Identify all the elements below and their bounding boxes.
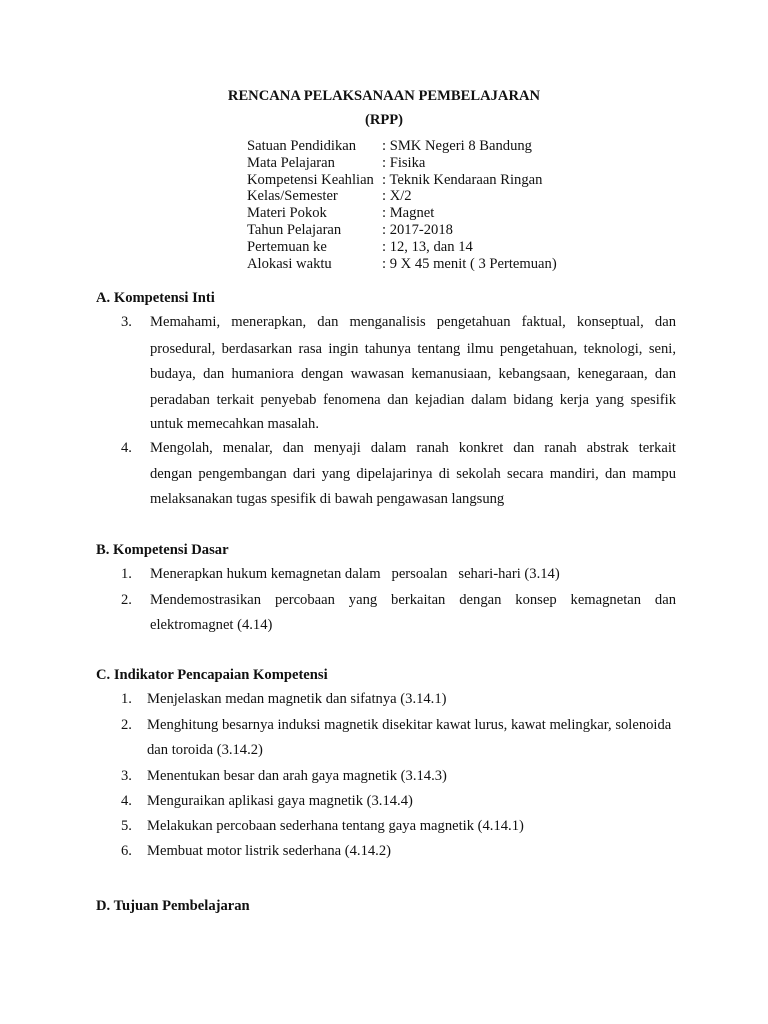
info-label: Materi Pokok (247, 205, 327, 221)
list-line: dengan pengembangan dari yang dipelajarinya di sekolah secara mandiri, dan mampu (150, 466, 676, 482)
info-label: Alokasi waktu (247, 256, 332, 272)
info-value: : 12, 13, dan 14 (382, 239, 473, 255)
info-value: : X/2 (382, 188, 412, 204)
info-label: Satuan Pendidikan (247, 138, 357, 154)
info-label: Pertemuan ke (247, 239, 327, 255)
info-value: : Fisika (382, 155, 426, 171)
section-heading-kompetensi-dasar: B. Kompetensi Dasar (96, 542, 229, 558)
list-line: peradaban terkait penyebab fenomena dan kejadian dalam bidang kerja yang spesifik (150, 392, 676, 408)
list-line: prosedural, berdasarkan rasa ingin tahunya tentang ilmu pengetahuan, teknologi, seni, (150, 341, 676, 357)
info-value: : 9 X 45 menit ( 3 Pertemuan) (382, 256, 557, 272)
list-line: Mendemostrasikan percobaan yang berkaitan dengan konsep kemagnetan dan (150, 592, 676, 608)
list-number: 6. (121, 843, 132, 859)
list-line: Menghitung besarnya induksi magnetik disekitar kawat lurus, kawat melingkar, solenoida (147, 717, 672, 733)
section-heading-kompetensi-inti: A. Kompetensi Inti (96, 290, 215, 306)
list-line: Melakukan percobaan sederhana tentang gaya magnetik (4.14.1) (147, 818, 524, 834)
info-label: Mata Pelajaran (247, 155, 335, 171)
list-number: 3. (121, 314, 132, 330)
info-value: : Teknik Kendaraan Ringan (382, 172, 543, 188)
list-line: Menentukan besar dan arah gaya magnetik (3.14.3) (147, 768, 447, 784)
info-label: Kelas/Semester (247, 188, 338, 204)
info-label: Tahun Pelajaran (247, 222, 342, 238)
list-line: Menguraikan aplikasi gaya magnetik (3.14.4) (147, 793, 413, 809)
list-line: Menjelaskan medan magnetik dan sifatnya (3.14.1) (147, 691, 447, 707)
section-heading-tujuan: D. Tujuan Pembelajaran (96, 898, 250, 914)
info-label: Kompetensi Keahlian (247, 172, 374, 188)
list-line: Menerapkan hukum kemagnetan dalam persoalan sehari-hari (3.14) (150, 566, 560, 582)
list-number: 2. (121, 717, 132, 733)
list-line: Memahami, menerapkan, dan menganalisis pengetahuan faktual, konseptual, dan (150, 314, 676, 330)
list-line: elektromagnet (4.14) (150, 617, 273, 633)
list-line: budaya, dan humaniora dengan wawasan kemanusiaan, kebangsaan, kenegaraan, dan (150, 366, 676, 382)
info-value: : 2017-2018 (382, 222, 453, 238)
list-number: 4. (121, 793, 132, 809)
list-number: 1. (121, 691, 132, 707)
document-title: RENCANA PELAKSANAAN PEMBELAJARAN (227, 88, 541, 104)
list-number: 4. (121, 440, 132, 456)
list-number: 1. (121, 566, 132, 582)
list-line: untuk memecahkan masalah. (150, 416, 319, 432)
document-subtitle: (RPP) (364, 112, 404, 128)
list-line: melaksanakan tugas spesifik di bawah pengawasan langsung (150, 491, 505, 507)
list-number: 3. (121, 768, 132, 784)
list-line: dan toroida (3.14.2) (147, 742, 263, 758)
list-number: 5. (121, 818, 132, 834)
section-heading-indikator: C. Indikator Pencapaian Kompetensi (96, 667, 328, 683)
info-value: : Magnet (382, 205, 435, 221)
list-number: 2. (121, 592, 132, 608)
info-value: : SMK Negeri 8 Bandung (382, 138, 532, 154)
list-line: Membuat motor listrik sederhana (4.14.2) (147, 843, 391, 859)
list-line: Mengolah, menalar, dan menyaji dalam ranah konkret dan ranah abstrak terkait (150, 440, 676, 456)
